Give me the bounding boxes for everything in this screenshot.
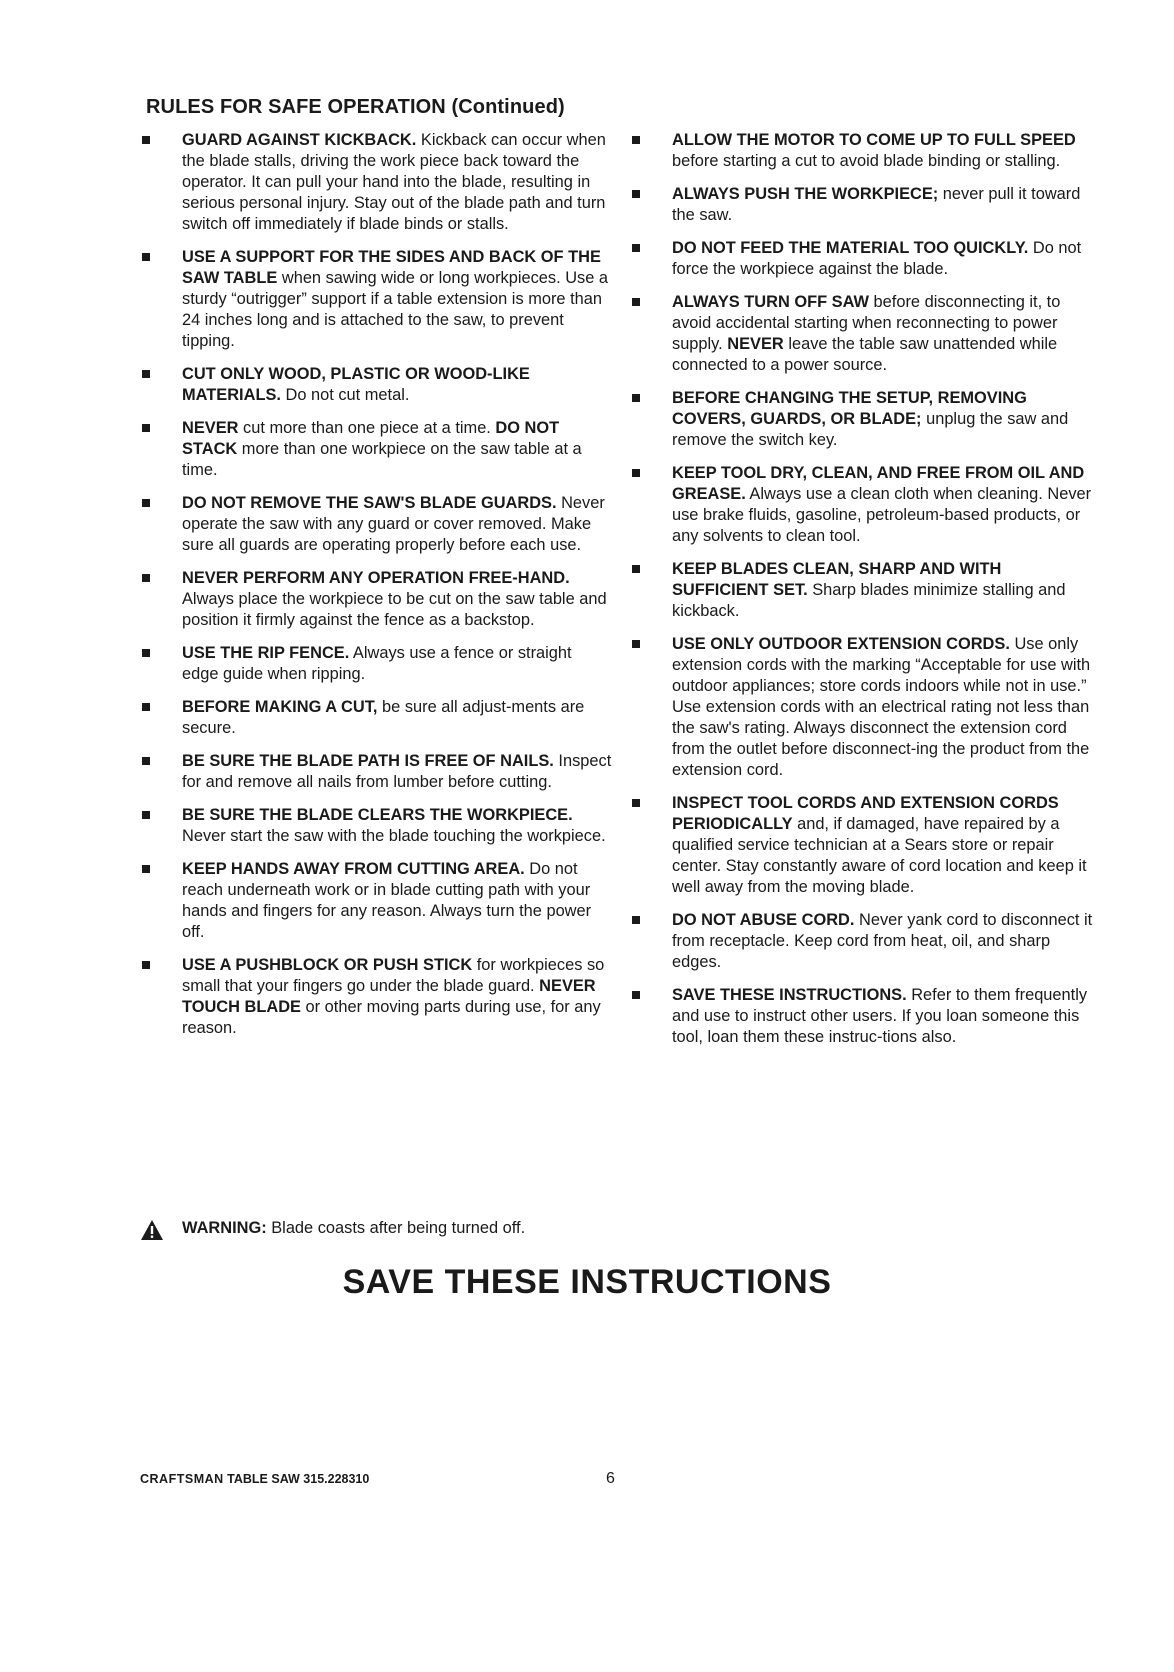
rule-item [630, 793, 1100, 898]
rule-heading: USE THE RIP FENCE. [182, 644, 350, 662]
square-bullet-icon [142, 370, 150, 378]
rule-text: Do not cut metal. [280, 386, 410, 404]
rule-item [630, 238, 1100, 280]
rule-item [140, 418, 612, 481]
square-bullet-icon [632, 640, 640, 648]
rule-text: before starting a cut to avoid blade binding or stalling. [672, 152, 1061, 170]
rule-text: be sure all adjust-ments are secure. [182, 698, 585, 737]
rule-item [140, 643, 612, 685]
rule-item [140, 697, 612, 739]
square-bullet-icon [142, 961, 150, 969]
rule-heading: CUT ONLY WOOD, PLASTIC OR WOOD-LIKE MATERIALS. [182, 365, 530, 404]
rule-heading: ALWAYS PUSH THE WORKPIECE; [672, 185, 939, 203]
rule-item [140, 805, 612, 847]
rule-heading: SAVE THESE INSTRUCTIONS. [672, 986, 907, 1004]
square-bullet-icon [142, 574, 150, 582]
rule-heading: USE A SUPPORT FOR THE SIDES AND BACK OF THE SAW TABLE [182, 248, 601, 287]
rule-text: cut more than one piece at a time. [238, 419, 496, 437]
square-bullet-icon [142, 811, 150, 819]
rule-emphasis: NEVER TOUCH BLADE [182, 977, 596, 1016]
square-bullet-icon [632, 136, 640, 144]
square-bullet-icon [142, 499, 150, 507]
rule-text-continued: or other moving parts during use, for any reason. [182, 998, 601, 1037]
warning-label: WARNING: [182, 1219, 267, 1237]
rule-text: never pull it toward the saw. [672, 185, 1081, 224]
square-bullet-icon [142, 424, 150, 432]
rule-item [140, 568, 612, 631]
rule-text-continued: more than one workpiece on the saw table at a time. [182, 440, 582, 479]
square-bullet-icon [632, 298, 640, 306]
rule-item [630, 292, 1100, 376]
square-bullet-icon [142, 253, 150, 261]
rule-text: and, if damaged, have repaired by a qualified service technician at a Sears store or repair center. Stay constantly aware of cord location and keep it well away from the moving blade. [672, 815, 1087, 896]
rule-text-continued: leave the table saw unattended while connected to a power source. [672, 335, 1058, 374]
right-rules-column [630, 130, 1100, 1060]
rule-text: Use only extension cords with the marking “Acceptable for use with outdoor appliances; store cords indoors while not in use.” Use extension cords with an electrical rating not less than the saw's rating. Always disconnect the extension cord from the outlet before disconnect-ing the product from the extension cord. [672, 635, 1091, 779]
rule-heading: USE A PUSHBLOCK OR PUSH STICK [182, 956, 473, 974]
rule-item [140, 751, 612, 793]
warning-triangle-icon [140, 1219, 164, 1241]
rule-text: for workpieces so small that your fingers go under the blade guard. [182, 956, 605, 995]
square-bullet-icon [632, 394, 640, 402]
square-bullet-icon [142, 757, 150, 765]
save-instructions-heading: SAVE THESE INSTRUCTIONS [342, 1263, 832, 1301]
rule-item [630, 130, 1100, 172]
warning-body: Blade coasts after being turned off. [266, 1219, 526, 1237]
rule-text: Do not force the workpiece against the blade. [672, 239, 1082, 278]
rule-item [140, 859, 612, 943]
page-title: RULES FOR SAFE OPERATION (Continued) [146, 96, 565, 118]
rule-text: Always use a clean cloth when cleaning. Never use brake fluids, gasoline, petroleum-based products, or any solvents to clean tool. [672, 485, 1092, 545]
brand-logo: CRAFTSMAN [140, 1472, 224, 1486]
square-bullet-icon [632, 565, 640, 573]
square-bullet-icon [142, 865, 150, 873]
rule-text: unplug the saw and remove the switch key. [672, 410, 1069, 449]
rule-text: Sharp blades minimize stalling and kickback. [672, 581, 1066, 620]
rule-text: Never yank cord to disconnect it from receptacle. Keep cord from heat, oil, and sharp edges. [672, 911, 1093, 971]
rule-text: Refer to them frequently and use to instruct other users. If you loan someone this tool, loan them these instruc-tions also. [672, 986, 1088, 1046]
rule-heading: DO NOT FEED THE MATERIAL TOO QUICKLY. [672, 239, 1029, 257]
rule-heading: BE SURE THE BLADE CLEARS THE WORKPIECE. [182, 806, 573, 824]
rule-text: Inspect for and remove all nails from lumber before cutting. [182, 752, 612, 791]
rule-item [630, 985, 1100, 1048]
rule-item [630, 634, 1100, 781]
rule-item [140, 247, 612, 352]
rule-text: when sawing wide or long workpieces. Use a sturdy “outrigger” support if a table extension is more than 24 inches long and is attached to the saw, to prevent tipping. [182, 269, 609, 350]
rule-heading: BE SURE THE BLADE PATH IS FREE OF NAILS. [182, 752, 554, 770]
rule-item [630, 388, 1100, 451]
rule-heading: KEEP TOOL DRY, CLEAN, AND FREE FROM OIL AND GREASE. [672, 464, 1085, 503]
rule-item [140, 493, 612, 556]
footer [140, 1472, 369, 1486]
rule-heading: DO NOT ABUSE CORD. [672, 911, 855, 929]
rule-text: Never start the saw with the blade touching the workpiece. [182, 827, 606, 845]
rule-heading: NEVER [182, 419, 239, 437]
rule-item [630, 559, 1100, 622]
warning-note [140, 1218, 620, 1239]
rule-text: Do not reach underneath work or in blade cutting path with your hands and fingers for any reason. Always turn the power off. [182, 860, 592, 941]
rule-item [140, 130, 612, 235]
rule-emphasis: DO NOT STACK [182, 419, 560, 458]
rule-item [140, 364, 612, 406]
square-bullet-icon [632, 916, 640, 924]
square-bullet-icon [632, 991, 640, 999]
rule-heading: ALLOW THE MOTOR TO COME UP TO FULL SPEED [672, 131, 1076, 149]
rule-heading: USE ONLY OUTDOOR EXTENSION CORDS. [672, 635, 1010, 653]
rule-text: Kickback can occur when the blade stalls, driving the work piece back toward the operator. It can pull your hand into the blade, resulting in serious personal injury. Stay out of the blade path and turn switch off immediately if blade binds or stalls. [182, 131, 606, 233]
rule-heading: KEEP HANDS AWAY FROM CUTTING AREA. [182, 860, 525, 878]
left-rules-column [140, 130, 612, 1051]
rule-heading: KEEP BLADES CLEAN, SHARP AND WITH SUFFICIENT SET. [672, 560, 1002, 599]
rule-text: before disconnecting it, to avoid accidental starting when reconnecting to power supply. [672, 293, 1061, 353]
rule-heading: INSPECT TOOL CORDS AND EXTENSION CORDS PERIODICALLY [672, 794, 1059, 833]
rule-item [630, 910, 1100, 973]
square-bullet-icon [632, 469, 640, 477]
rule-text: Always place the workpiece to be cut on the saw table and position it firmly against the fence as a backstop. [182, 590, 607, 629]
square-bullet-icon [632, 190, 640, 198]
rule-text: Never operate the saw with any guard or cover removed. Make sure all guards are operating properly before each use. [182, 494, 605, 554]
rule-text: Always use a fence or straight edge guide when ripping. [182, 644, 572, 683]
rule-heading: GUARD AGAINST KICKBACK. [182, 131, 417, 149]
rule-heading: BEFORE CHANGING THE SETUP, REMOVING COVERS, GUARDS, OR BLADE; [672, 389, 1027, 428]
square-bullet-icon [632, 244, 640, 252]
rule-heading: NEVER PERFORM ANY OPERATION FREE-HAND. [182, 569, 570, 587]
rule-heading: BEFORE MAKING A CUT, [182, 698, 378, 716]
warning-text [140, 1218, 620, 1239]
rule-item [140, 955, 612, 1039]
rule-item [630, 184, 1100, 226]
rule-item [630, 463, 1100, 547]
rule-heading: DO NOT REMOVE THE SAW'S BLADE GUARDS. [182, 494, 557, 512]
square-bullet-icon [632, 799, 640, 807]
square-bullet-icon [142, 649, 150, 657]
rule-emphasis: NEVER [727, 335, 784, 353]
square-bullet-icon [142, 703, 150, 711]
rule-heading: ALWAYS TURN OFF SAW [672, 293, 869, 311]
square-bullet-icon [142, 136, 150, 144]
model-number: TABLE SAW 315.228310 [223, 1472, 370, 1486]
page-number: 6 [606, 1470, 615, 1487]
